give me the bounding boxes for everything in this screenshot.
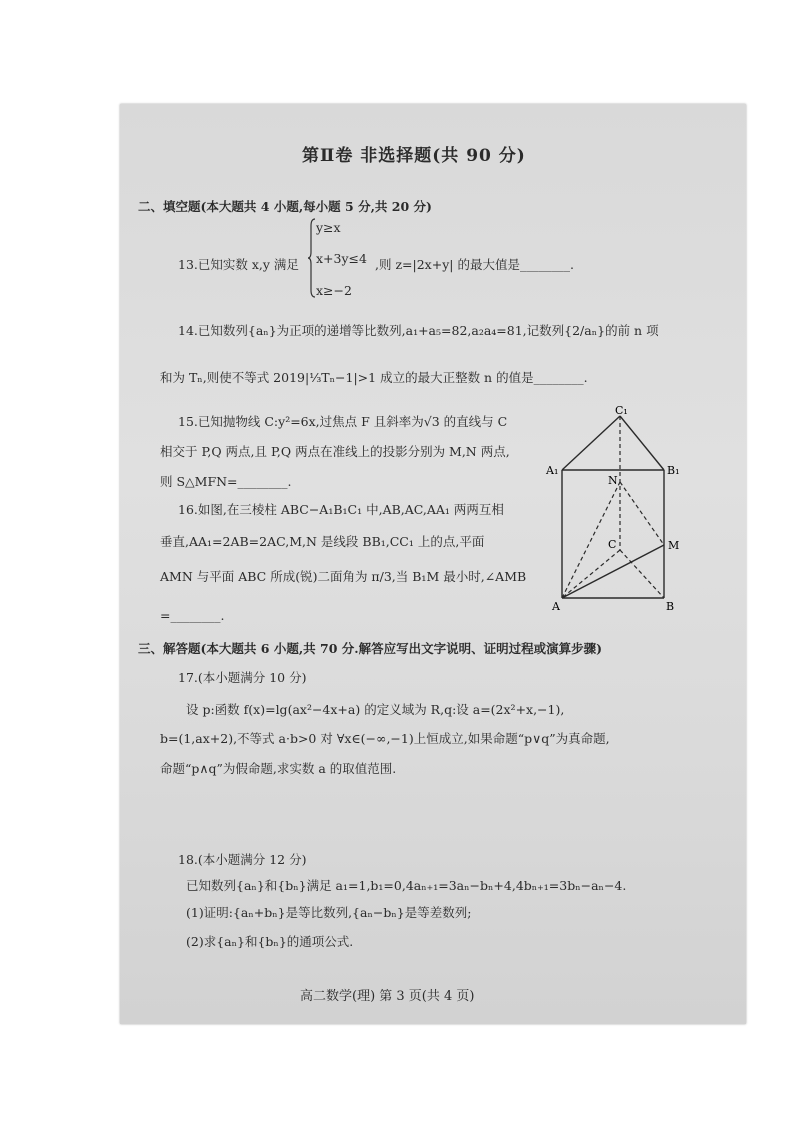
q18-line2: (1)证明:{aₙ+bₙ}是等比数列,{aₙ−bₙ}是等差数列;: [186, 905, 472, 920]
q15-line1: 15.已知抛物线 C:y²=6x,过焦点 F 且斜率为√3 的直线与 C: [178, 414, 508, 429]
prism-figure: [538, 402, 688, 612]
q16-line4: =________.: [160, 608, 225, 623]
q13-constraint-1: y≥x: [316, 220, 341, 235]
q13-suffix: ,则 z=|2x+y| 的最大值是________.: [375, 257, 574, 272]
exam-sheet: [120, 104, 746, 1024]
q16-line3: AMN 与平面 ABC 所成(锐)二面角为 π/3,当 B₁M 最小时,∠AMB: [160, 569, 527, 584]
answer-heading: 三、解答题(本大题共 6 小题,共 70 分.解答应写出文字说明、证明过程或演算步骤): [138, 641, 603, 656]
q16-line1: 16.如图,在三棱柱 ABC−A₁B₁C₁ 中,AB,AC,AA₁ 两两互相: [178, 502, 504, 517]
q13-constraint-2: x+3y≤4: [316, 251, 367, 266]
q13-constraint-3: x≥−2: [316, 283, 352, 298]
page-footer: 高二数学(理) 第 3 页(共 4 页): [300, 989, 475, 1004]
q18-line3: (2)求{aₙ}和{bₙ}的通项公式.: [186, 934, 354, 949]
label-a: A: [552, 600, 560, 612]
q18-title: 18.(本小题满分 12 分): [178, 852, 307, 867]
q15-line3: 则 S△MFN=________.: [160, 474, 292, 489]
label-b: B: [666, 600, 675, 612]
q13-prefix: 13.已知实数 x,y 满足: [178, 257, 299, 272]
label-n: N: [608, 474, 618, 487]
label-b1: B₁: [667, 464, 680, 477]
label-c: C: [608, 538, 617, 551]
q15-line2: 相交于 P,Q 两点,且 P,Q 两点在准线上的投影分别为 M,N 两点,: [160, 444, 510, 459]
q14-line2: 和为 Tₙ,则使不等式 2019|⅓Tₙ−1|>1 成立的最大正整数 n 的值是________.: [160, 370, 588, 385]
q16-line2: 垂直,AA₁=2AB=2AC,M,N 是线段 BB₁,CC₁ 上的点,平面: [160, 534, 485, 549]
q17-line2: b=(1,ax+2),不等式 a·b>0 对 ∀x∈(−∞,−1)上恒成立,如果命题“p∨q”为真命题,: [160, 731, 610, 746]
system-brace-icon: [308, 218, 316, 298]
fill-blank-heading: 二、填空题(本大题共 4 小题,每小题 5 分,共 20 分): [138, 199, 432, 214]
label-a1: A₁: [546, 464, 559, 477]
q14-line1: 14.已知数列{aₙ}为正项的递增等比数列,a₁+a₅=82,a₂a₄=81,记数列{2/aₙ}的前 n 项: [178, 323, 659, 338]
q18-line1: 已知数列{aₙ}和{bₙ}满足 a₁=1,b₁=0,4aₙ₊₁=3aₙ−bₙ+4,4bₙ₊₁=3bₙ−aₙ−4.: [186, 878, 627, 893]
q17-line3: 命题“p∧q”为假命题,求实数 a 的取值范围.: [160, 761, 397, 776]
label-c1: C₁: [615, 404, 628, 417]
q17-title: 17.(本小题满分 10 分): [178, 670, 307, 685]
label-m: M: [668, 539, 680, 552]
section-title: 第Ⅱ卷 非选择题(共 90 分): [302, 146, 526, 166]
q17-line1: 设 p:函数 f(x)=lg(ax²−4x+a) 的定义域为 R,q:设 a=(2x²+x,−1),: [186, 702, 565, 717]
